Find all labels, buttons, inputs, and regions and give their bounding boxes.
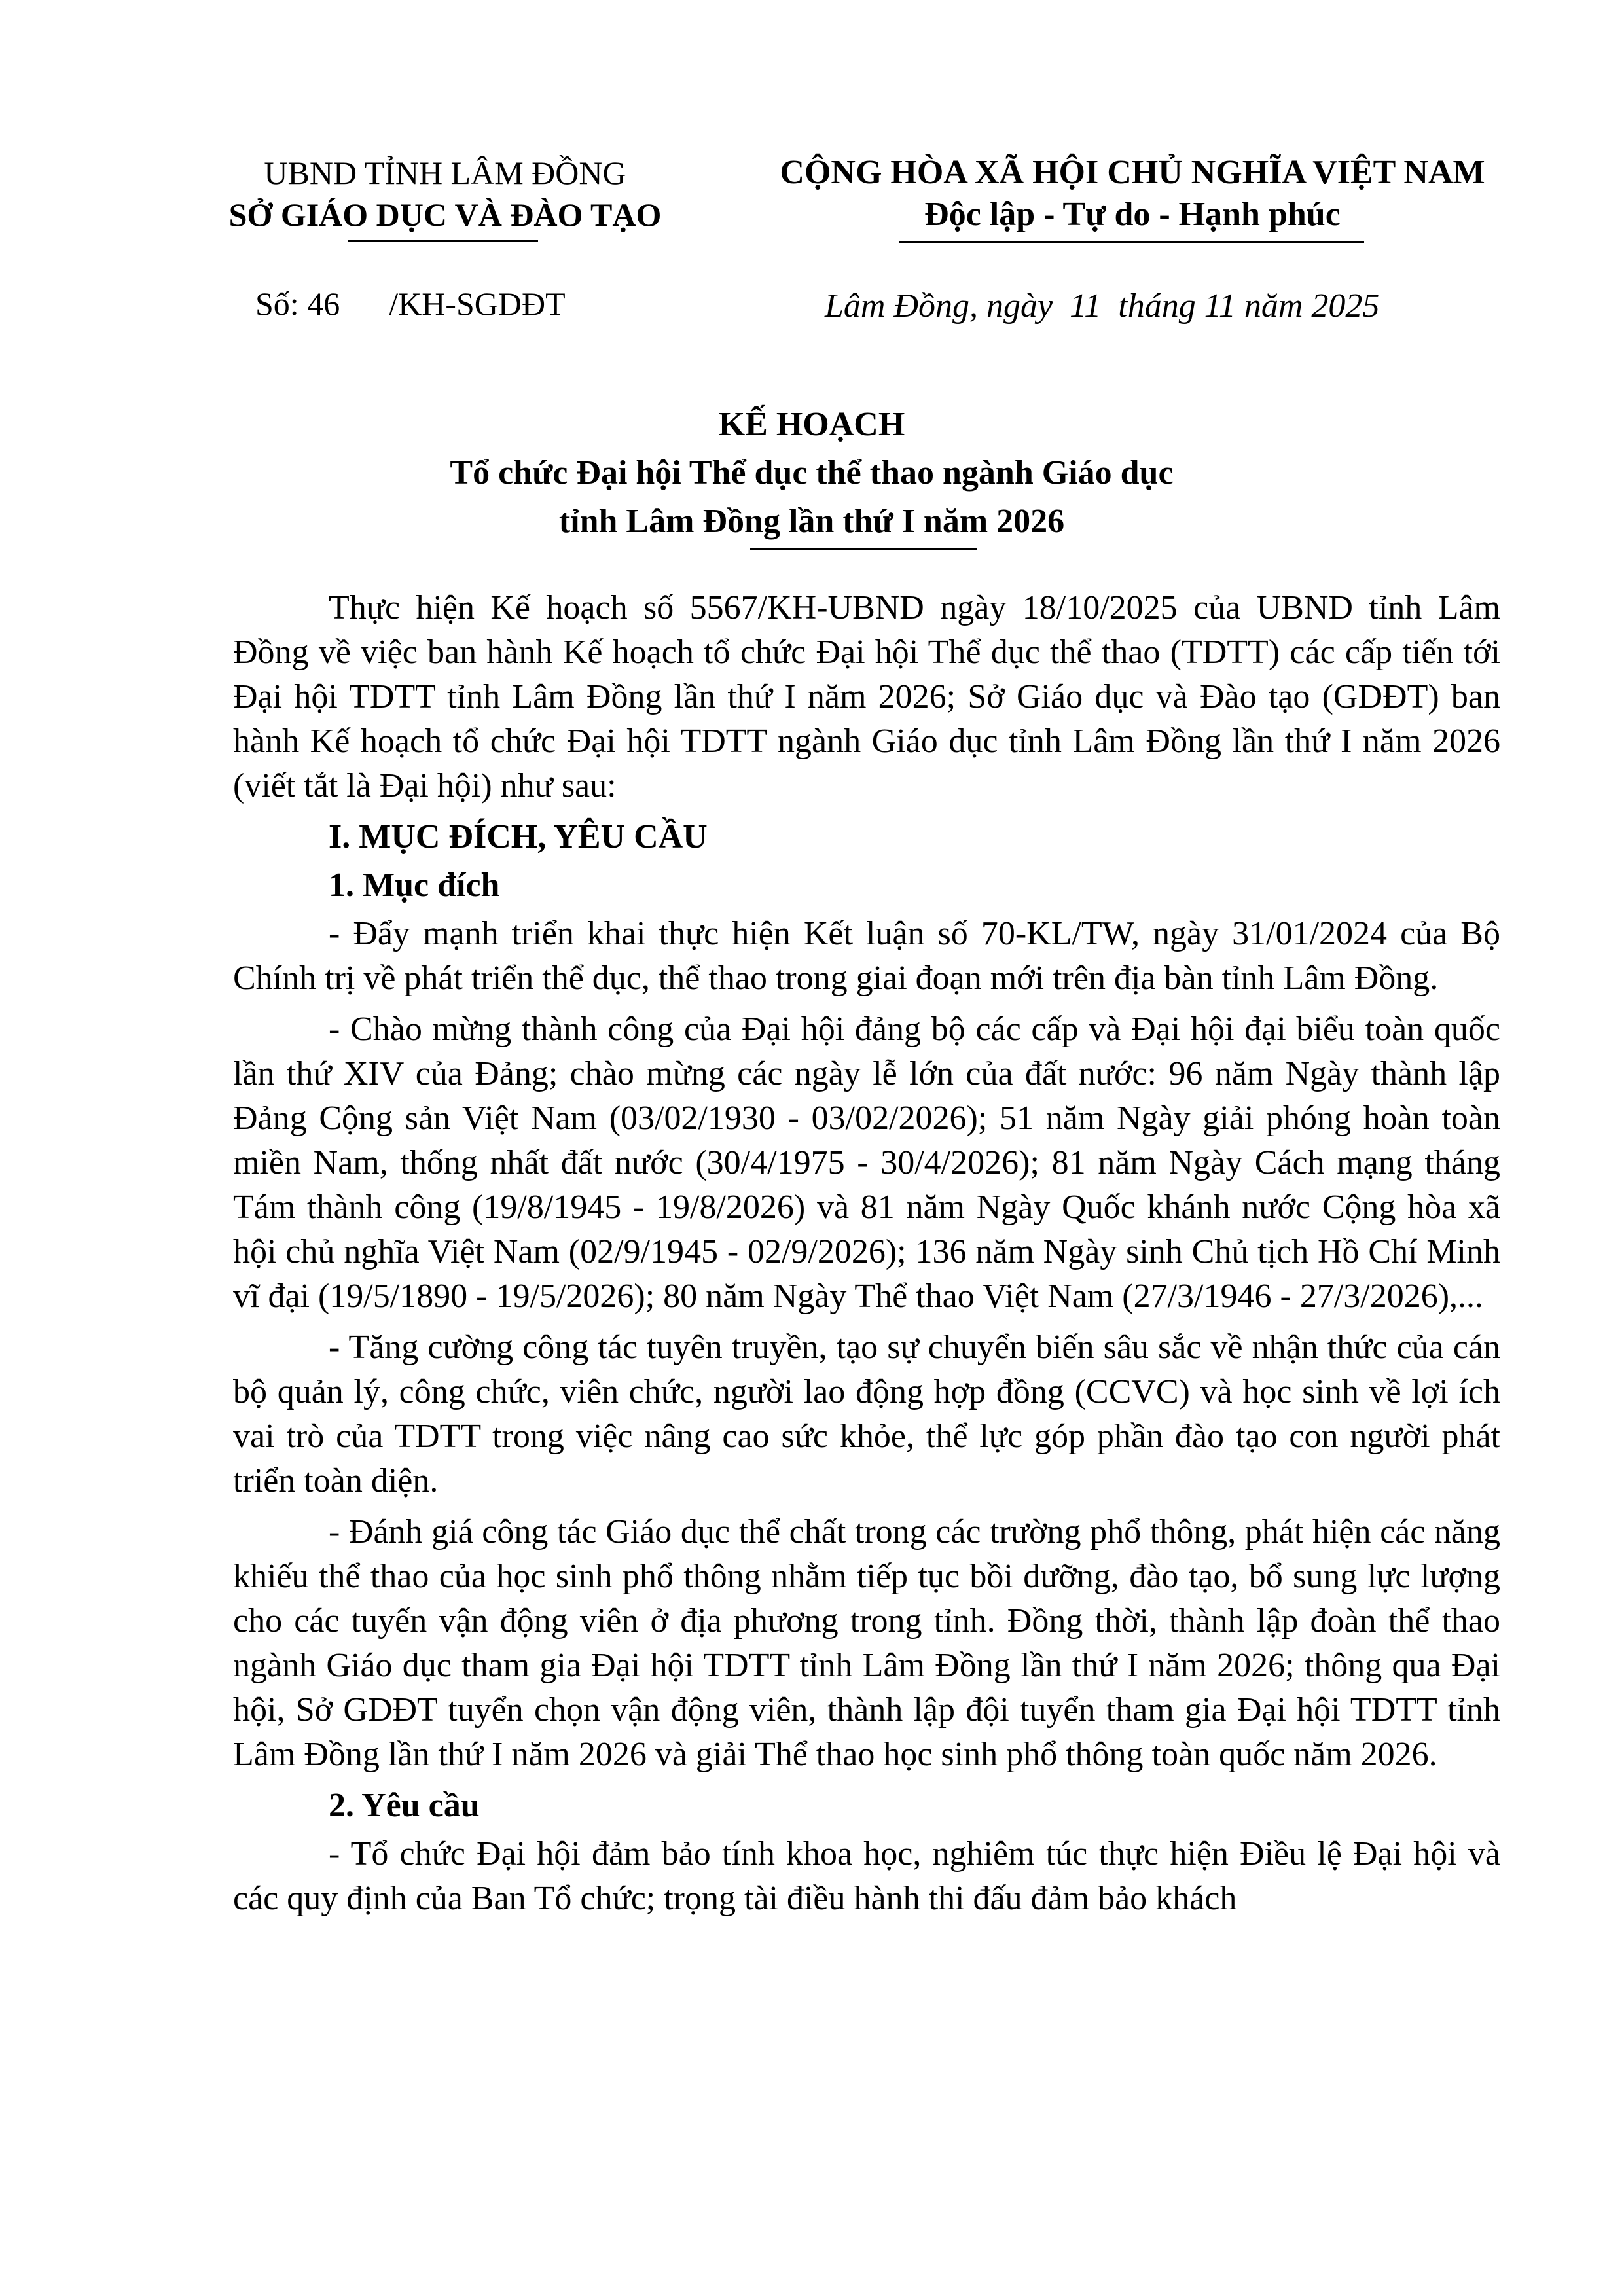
requirement-item-1: - Tổ chức Đại hội đảm bảo tính khoa học, nghiêm túc thực hiện Điều lệ Đại hội và các quy định của Ban Tổ chức; trọng tài điều hành thi đấu đảm bảo khách <box>233 1835 1500 1917</box>
nation-line-1: CỘNG HÒA XÃ HỘI CHỦ NGHĨA VIỆT NAM <box>780 154 1485 191</box>
section-heading-1: I. MỤC ĐÍCH, YÊU CẦU <box>329 818 708 855</box>
issuing-agency <box>196 152 694 236</box>
document-number: Số: 46 /KH-SGDĐT <box>255 285 566 322</box>
purpose-item-2: - Chào mừng thành công của Đại hội đảng bộ các cấp và Đại hội đại biểu toàn quốc lần thứ XIV của Đảng; chào mừng các ngày lễ lớn của đất nước: 96 năm Ngày thành lập Đảng Cộng sản Việt Nam (03/02/1930 - 03/02/2026); 51 năm Ngày giải phóng hoàn toàn miền Nam, thống nhất đất nước (30/4/1975 - 30/4/2026); 81 năm Ngày Cách mạng tháng Tám thành công (19/8/1945 - 19/8/2026) và 81 năm Ngày Quốc khánh nước Cộng hòa xã hội chủ nghĩa Việt Nam (02/9/1945 - 02/9/2026); 136 năm Ngày sinh Chủ tịch Hồ Chí Minh vĩ đại (19/5/1890 - 19/5/2026); 80 năm Ngày Thể thao Việt Nam (27/3/1946 - 27/3/2026),... <box>233 1011 1500 1315</box>
title-underline <box>750 548 977 550</box>
purpose-item-3: - Tăng cường công tác tuyên truyền, tạo sự chuyển biến sâu sắc về nhận thức của cán bộ quản lý, công chức, viên chức, người lao động hợp đồng (CCVC) và học sinh về lợi ích vai trò của TDTT trong việc nâng cao sức khỏe, thể lực góp phần đào tạo con người phát triển toàn diện. <box>233 1329 1500 1499</box>
purpose-item-4: - Đánh giá công tác Giáo dục thể chất trong các trường phổ thông, phát hiện các năng khiếu thể thao của học sinh phổ thông nhằm tiếp tục bồi dưỡng, đào tạo, bổ sung lực lượng cho các tuyến vận động viên ở địa phương trong tỉnh. Đồng thời, thành lập đoàn thể thao ngành Giáo dục tham gia Đại hội TDTT tỉnh Lâm Đồng lần thứ I năm 2026; thông qua Đại hội, Sở GDĐT tuyển chọn vận động viên, thành lập đội tuyển tham gia Đại hội TDTT tỉnh Lâm Đồng lần thứ I năm 2026 và giải Thể thao học sinh phổ thông toàn quốc năm 2026. <box>233 1513 1500 1773</box>
agency-line-2: SỞ GIÁO DỤC VÀ ĐÀO TẠO <box>228 196 662 233</box>
title-line-2: Tổ chức Đại hội Thể dục thể thao ngành Giáo dục <box>450 454 1174 492</box>
motto-underline <box>899 241 1364 243</box>
national-motto <box>746 152 1519 236</box>
subsection-heading-purpose: 1. Mục đích <box>329 867 500 904</box>
document-title <box>196 401 1427 546</box>
document-body <box>233 586 1500 1928</box>
nation-line-2: Độc lập - Tự do - Hạnh phúc <box>924 196 1341 233</box>
agency-underline <box>348 240 538 242</box>
title-line-1: KẾ HOẠCH <box>718 406 905 443</box>
title-line-3: tỉnh Lâm Đồng lần thứ I năm 2026 <box>558 503 1065 540</box>
subsection-heading-requirements: 2. Yêu cầu <box>329 1787 480 1824</box>
agency-line-1: UBND TỈNH LÂM ĐỒNG <box>264 154 626 191</box>
intro-paragraph: Thực hiện Kế hoạch số 5567/KH-UBND ngày 18/10/2025 của UBND tỉnh Lâm Đồng về việc ban hành Kế hoạch tổ chức Đại hội Thể dục thể thao (TDTT) các cấp tiến tới Đại hội TDTT tỉnh Lâm Đồng lần thứ I năm 2026; Sở Giáo dục và Đào tạo (GDĐT) ban hành Kế hoạch tổ chức Đại hội TDTT ngành Giáo dục tỉnh Lâm Đồng lần thứ I năm 2026 (viết tắt là Đại hội) như sau: <box>233 589 1500 804</box>
purpose-item-1: - Đẩy mạnh triển khai thực hiện Kết luận số 70-KL/TW, ngày 31/01/2024 của Bộ Chính trị về phát triển thể dục, thể thao trong giai đoạn mới trên địa bàn tỉnh Lâm Đồng. <box>233 915 1500 997</box>
place-date: Lâm Đồng, ngày 11 tháng 11 năm 2025 <box>825 287 1380 325</box>
